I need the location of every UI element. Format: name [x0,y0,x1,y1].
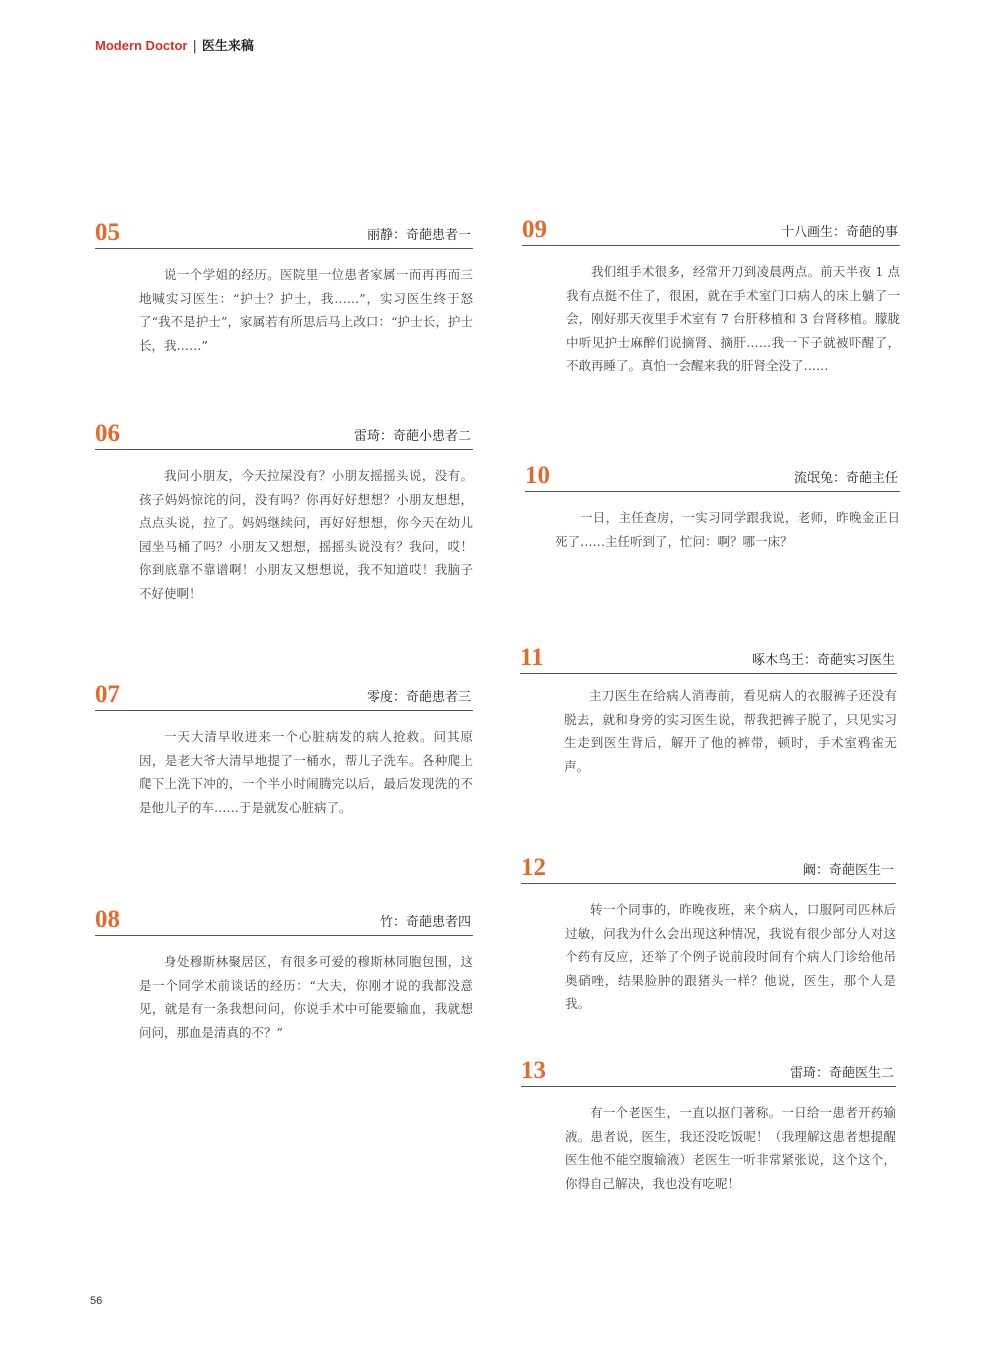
story-text: 有一个老医生，一直以抠门著称。一日给一患者开药输液。患者说，医生，我还没吃饭呢！（我理解这患者想提醒医生他不能空腹输液）老医生一听非常紧张说，这个这个，你得自己解决，我也没有吃呢！ [565,1105,896,1191]
story-text: 主刀医生在给病人消毒前，看见病人的衣服裤子还没有脱去，就和身旁的实习医生说，帮我把裤子脱了，只见实习生走到医生背后，解开了他的裤带，顿时，手术室鸦雀无声。 [564,688,897,774]
story-header [525,461,900,492]
story-header [95,419,473,450]
page-number: 56 [90,1295,103,1307]
story-number: 10 [525,462,550,489]
story-09 [522,215,900,378]
story-12 [521,853,896,1016]
story-text: 转一个同事的，昨晚夜班，来个病人，口服阿司匹林后过敏，问我为什么会出现这种情况，我说有很少部分人对这个药有反应，还举了个例子说前段时间有个病人门诊给他吊奥硝唑，结果脸肿的跟猪头一样？他说，医生，那个人是我。 [565,902,896,1011]
story-text: 我们组手术很多，经常开刀到凌晨两点。前天半夜 1 点我有点挺不住了，很困，就在手术室门口病人的床上躺了一会，刚好那天夜里手术室有 7 台肝移植和 3 台肾移植。朦胧中听见护士麻醉们说摘肾、摘肝……我一下子就被吓醒了，不敢再睡了。真怕一会醒来我的肝肾全没了…… [566,264,900,373]
story-number: 06 [95,420,120,447]
story-number: 11 [520,644,544,671]
section-title: 医生来稿 [201,39,254,54]
story-author: 零度：奇葩患者三 [366,690,471,705]
story-text: 我问小朋友，今天拉屎没有？小朋友摇摇头说，没有。孩子妈妈惊诧的问，没有吗？你再好好想想？小朋友想想，点点头说，拉了。妈妈继续问，再好好想想，你今天在幼儿园坐马桶了吗？小朋友又想想，摇摇头说没有？我问，哎！你到底靠不靠谱啊！小朋友又想想说，我不知道哎！我脑子不好使啊！ [139,468,473,601]
story-header [521,853,896,884]
story-author: 雷琦：奇葩小患者二 [353,429,471,444]
header-separator: | [192,39,197,54]
story-header [95,218,473,249]
story-number: 07 [95,681,120,708]
story-author: 竹：奇葩患者四 [379,915,471,930]
story-text: 说一个学姐的经历。医院里一位患者家属一而再再而三地喊实习医生：“护士？护士，我……”，实习医生终于怒了“我不是护士”，家属若有所思后马上改口：“护士长，护士长，我……” [139,267,473,353]
story-author: 流氓兔：奇葩主任 [793,471,898,486]
story-08 [95,905,473,1044]
story-number: 09 [522,216,547,243]
story-header [95,680,473,711]
story-author: 雷琦：奇葩医生二 [789,1066,894,1081]
story-number: 12 [521,854,546,881]
story-author: 十八画生：奇葩的事 [780,225,898,240]
story-05 [95,218,473,357]
story-06 [95,419,473,605]
story-11 [520,643,897,778]
story-text: 一天大清早收进来一个心脏病发的病人抢救。问其原因，是老大爷大清早地提了一桶水，帮儿子洗车。各种爬上爬下上洗下冲的，一个半小时闹腾完以后，最后发现洗的不是他儿子的车……于是就发心脏病了。 [139,729,473,815]
story-author: 啄木鸟王：奇葩实习医生 [751,653,895,668]
story-header [520,643,897,674]
story-author: 丽静：奇葩患者一 [366,228,471,243]
magazine-brand: Modern Doctor [95,38,188,53]
story-header [521,1056,896,1087]
story-text: 一日，主任查房，一实习同学跟我说，老师，昨晚金正日死了……主任听到了，忙问：啊？哪一床？ [555,510,900,549]
story-text: 身处穆斯林聚居区，有很多可爱的穆斯林同胞包围，这是一个同学术前谈话的经历：“大夫，你刚才说的我都没意见，就是有一条我想问问，你说手术中可能要输血，我就想问问，那血是清真的不？” [139,954,473,1040]
page-header [95,38,254,55]
story-number: 08 [95,906,120,933]
story-number: 05 [95,219,120,246]
story-header [522,215,900,246]
story-header [95,905,473,936]
story-10 [525,461,900,553]
story-13 [521,1056,896,1195]
story-author: 阚：奇葩医生一 [802,863,894,878]
story-number: 13 [521,1057,546,1084]
story-07 [95,680,473,819]
